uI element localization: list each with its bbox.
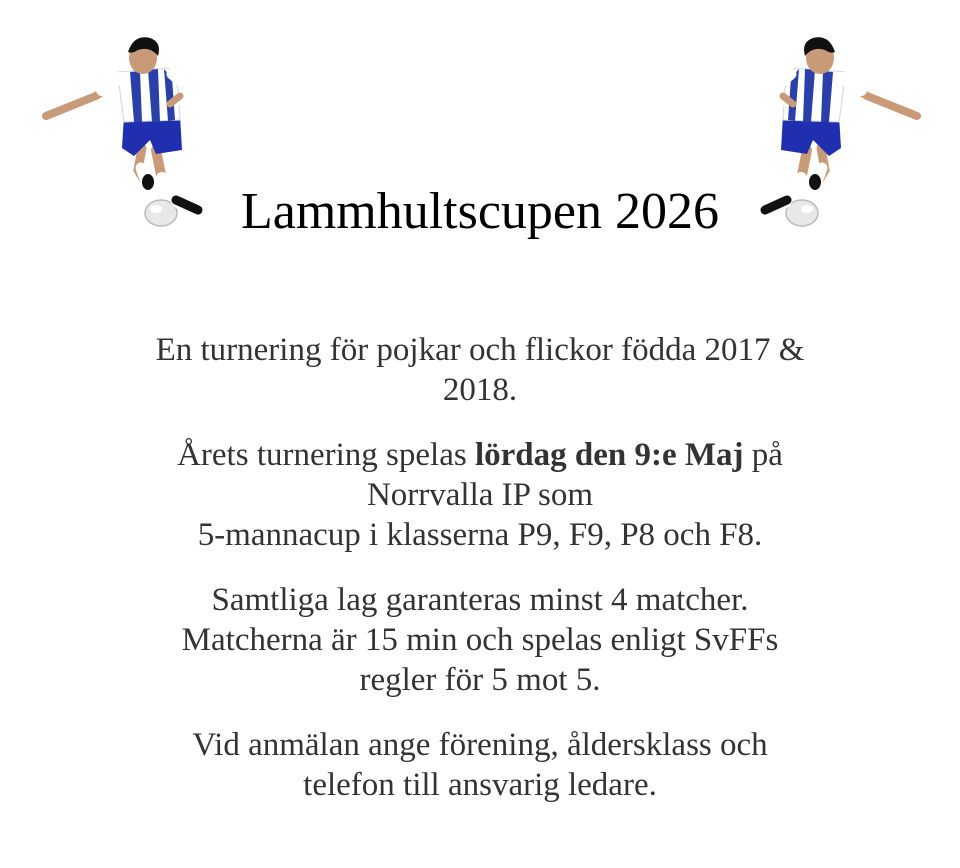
tournament-description xyxy=(100,330,860,830)
text-line: Norrvalla IP som xyxy=(366,477,594,513)
text-line: Vid anmälan ange förening, åldersklass och xyxy=(192,727,768,763)
text-line: 5-mannacup i klasserna P9, F9, P8 och F8. xyxy=(197,517,763,553)
paragraph-registration xyxy=(100,725,860,805)
date-highlight: lördag den 9:e Maj xyxy=(474,437,744,473)
text-line: Samtliga lag garanteras minst 4 matcher. xyxy=(211,582,749,618)
page-title: Lammhultscupen 2026 xyxy=(240,183,720,240)
text-line: Matcherna är 15 min och spelas enligt SvFFs xyxy=(181,622,779,658)
text-line: telefon till ansvarig ledare. xyxy=(303,767,657,803)
paragraph-matches xyxy=(100,580,860,700)
text-line: 2018. xyxy=(442,372,518,408)
text-line: på xyxy=(743,437,783,473)
paragraph-date-venue xyxy=(100,435,860,555)
text-line: Årets turnering spelas xyxy=(177,437,475,473)
text-line: regler för 5 mot 5. xyxy=(359,662,601,698)
paragraph-eligibility xyxy=(100,330,860,410)
text-line: En turnering för pojkar och flickor födda 2017 & xyxy=(155,332,805,368)
